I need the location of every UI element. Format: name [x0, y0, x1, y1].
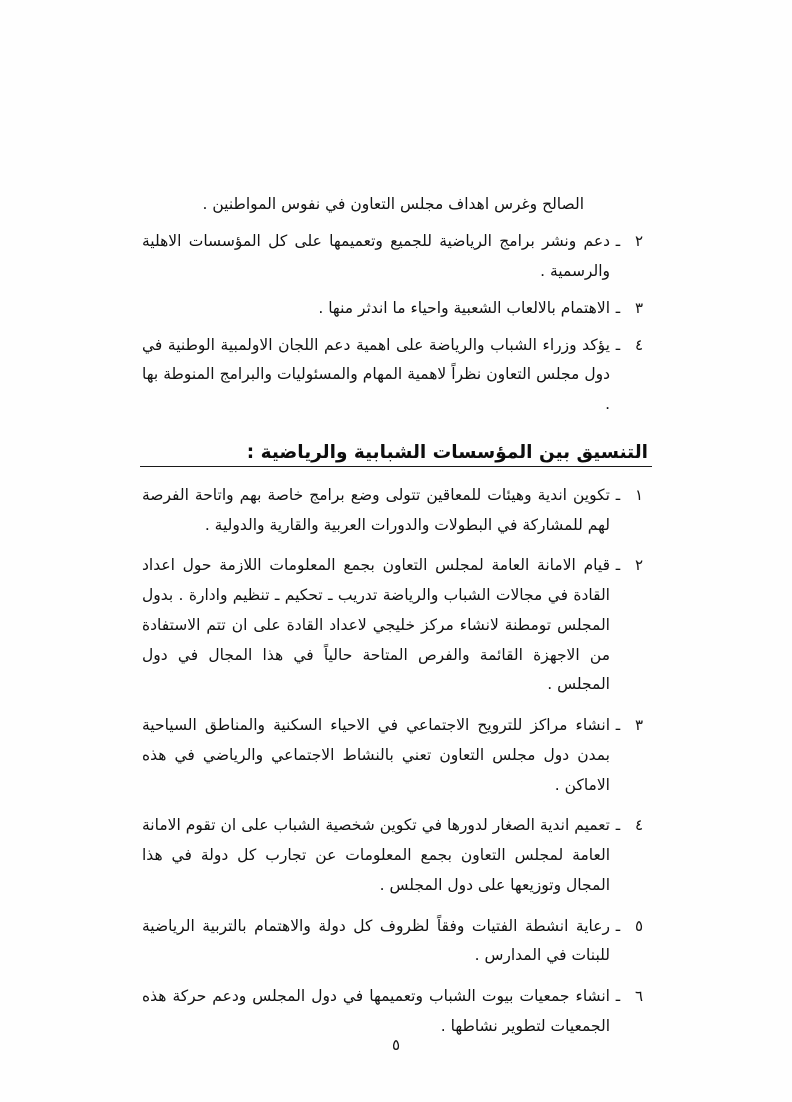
page-content [140, 190, 652, 1053]
item-text: يؤكد وزراء الشباب والرياضة على اهمية دعم اللجان الاولمبية الوطنية في دول مجلس التعاون نظراً لاهمية المهام والمسئوليات والبرامج المنوطة بها . [142, 335, 610, 414]
item-text: انشاء جمعيات بيوت الشباب وتعميمها في دول المجلس ودعم حركة هذه الجمعيات لتطوير نشاطها . [142, 987, 610, 1035]
item-number: ٥ [634, 916, 644, 935]
list-first-group [140, 227, 652, 420]
item-text: رعاية انشطة الفتيات وفقاً لظروف كل دولة والاهتمام بالتربية الرياضية للبنات في المدارس . [142, 916, 610, 965]
list-item [140, 912, 652, 972]
list-item [140, 481, 652, 541]
item-number: ٤ [634, 335, 644, 354]
item-number: ٤ [634, 816, 644, 835]
item-number: ٣ [634, 298, 644, 317]
item-separator: ـ [615, 987, 621, 1006]
page-number: ٥ [391, 1036, 401, 1054]
item-number: ١ [634, 485, 644, 504]
item-separator: ـ [615, 716, 621, 735]
list-item [140, 711, 652, 800]
item-separator: ـ [615, 232, 621, 251]
item-text: تعميم اندية الصغار لدورها في تكوين شخصية الشباب على ان تقوم الامانة العامة لمجلس التعاون بجمع المعلومات عن تجارب كل دولة في هذا المجال وتوزيعها على دول المجلس . [142, 816, 610, 894]
item-text: قيام الامانة العامة لمجلس التعاون بجمع المعلومات اللازمة حول اعداد القادة في مجالات الشباب والرياضة تدريب ـ تحكيم ـ تنظيم وادارة . بدول المجلس تومطنة لانشاء مركز خليجي لاعداد القادة على ان تتم الاستفادة من الاجهزة القائمة والفرص المتاحة حالياً في هذا المجال في دول المجلس . [142, 556, 610, 694]
item-separator: ـ [615, 298, 621, 317]
list-item [140, 982, 652, 1042]
item-separator: ـ [615, 335, 621, 354]
continuation-line: الصالح وغرس اهداف مجلس التعاون في نفوس المواطنين . [202, 195, 584, 213]
list-item [140, 294, 652, 324]
item-text: الاهتمام بالالعاب الشعبية واحياء ما اندثر منها . [318, 298, 610, 317]
section-heading-text: التنسيق بين المؤسسات الشبابية والرياضية : [246, 441, 648, 463]
item-text: دعم ونشر برامج الرياضية للجميع وتعميمها على كل المؤسسات الاهلية والرسمية . [142, 232, 610, 281]
item-text: تكوين اندية وهيئات للمعاقين تتولى وضع برامج خاصة بهم واتاحة الفرصة لهم للمشاركة في البطولات والدورات العربية والقارية والدولية . [142, 485, 610, 534]
list-item [140, 331, 652, 420]
item-separator: ـ [615, 916, 621, 935]
item-number: ٢ [634, 232, 644, 251]
item-text: انشاء مراكز للترويح الاجتماعي في الاحياء السكنية والمناطق السياحية بمدن دول مجلس التعاون تعني بالنشاط الاجتماعي والرياضي في هذه الاماكن . [142, 716, 610, 794]
item-separator: ـ [615, 816, 621, 835]
item-number: ٣ [634, 716, 644, 735]
item-number: ٢ [634, 556, 644, 575]
list-second-group [140, 481, 652, 1042]
list-item [140, 551, 652, 700]
list-item [140, 227, 652, 287]
item-separator: ـ [615, 485, 621, 504]
section-heading [140, 442, 652, 467]
item-separator: ـ [615, 556, 621, 575]
list-item [140, 811, 652, 900]
item-number: ٦ [634, 987, 644, 1006]
second-group-wrapper [140, 481, 652, 1042]
